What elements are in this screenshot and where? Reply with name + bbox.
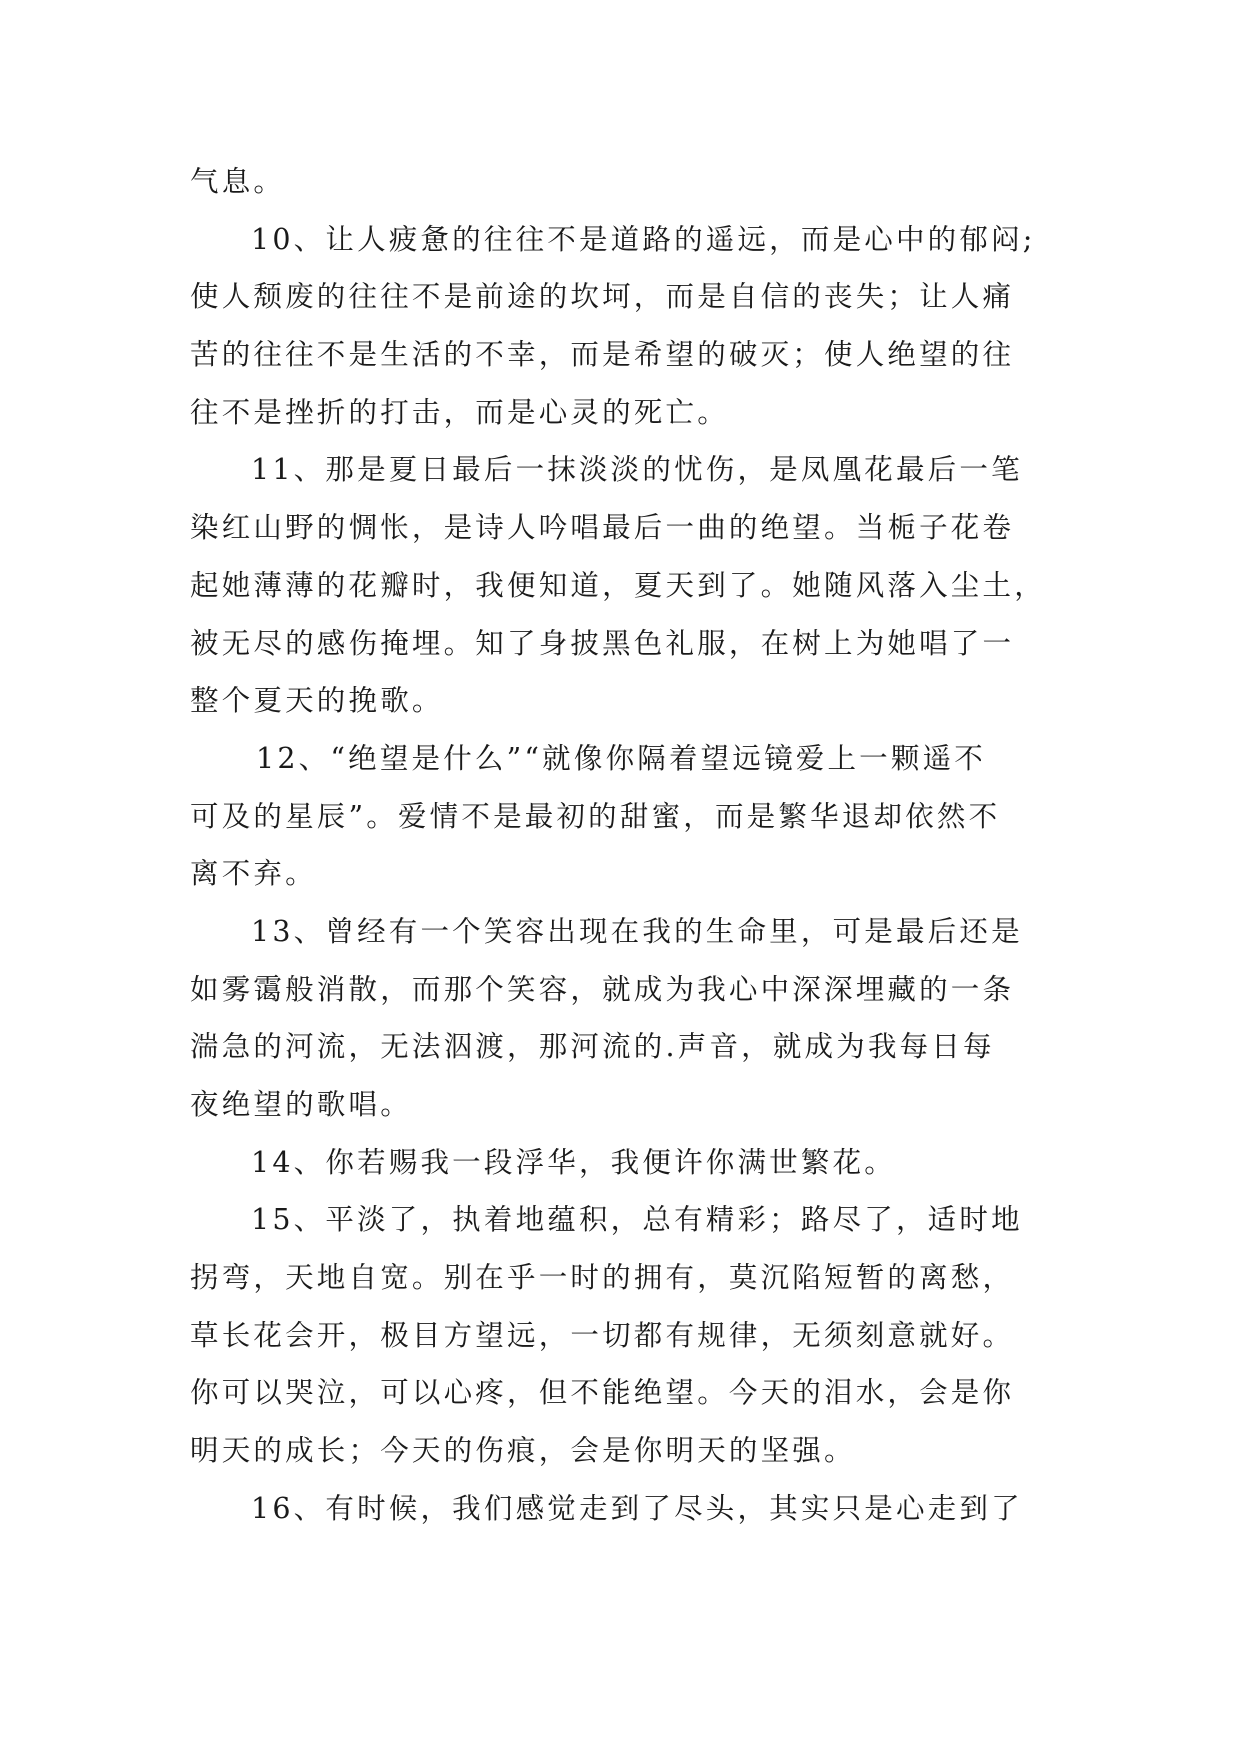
text-line: 如雾霭般消散，而那个笑容，就成为我心中深深埋藏的一条 [190,972,1015,1006]
text-line: 气息。 [190,165,286,198]
text-line: 苦的往往不是生活的不幸，而是希望的破灭；使人绝望的往 [190,338,1015,372]
text-line: 拐弯，天地自宽。别在乎一时的拥有，莫沉陷短暂的离愁， [190,1261,1015,1295]
text-line: 使人颓废的往往不是前途的坎坷，而是自信的丧失；让人痛 [190,280,1015,314]
text-line: 离不弃。 [190,857,317,891]
text-line: 11、那是夏日最后一抹淡淡的忧伤，是凤凰花最后一笔 [251,453,1023,487]
text-line: 14、你若赐我一段浮华，我便许你满世繁花。 [251,1145,896,1179]
text-line: 被无尽的感伤掩埋。知了身披黑色礼服，在树上为她唱了一 [190,626,1015,660]
text-line: 草长花会开，极目方望远，一切都有规律，无须刻意就好。 [190,1318,1015,1352]
text-line: 往不是挫折的打击，而是心灵的死亡。 [190,395,729,429]
text-line: 可及的星辰”。爱情不是最初的甜蜜，而是繁华退却依然不 [190,799,1001,833]
text-line: 夜绝望的歌唱。 [190,1088,412,1121]
text-line: 10、让人疲惫的往往不是道路的遥远，而是心中的郁闷; [251,222,1036,256]
text-line: 12、“绝望是什么”“就像你隔着望远镜爱上一颗遥不 [256,741,986,775]
text-line: 起她薄薄的花瓣时，我便知道，夏天到了。她随风落入尘土， [190,568,1046,602]
document-body [190,153,1070,1538]
text-line: 16、有时候，我们感觉走到了尽头，其实只是心走到了 [251,1491,1023,1525]
text-line: 你可以哭泣，可以心疼，但不能绝望。今天的泪水，会是你 [190,1376,1015,1410]
text-line: 13、曾经有一个笑容出现在我的生命里，可是最后还是 [251,914,1023,948]
text-line: 染红山野的惆怅，是诗人吟唱最后一曲的绝望。当栀子花卷 [190,511,1015,545]
text-line: 明天的成长；今天的伤痕，会是你明天的坚强。 [190,1434,856,1468]
text-line: 15、平淡了，执着地蕴积，总有精彩；路尽了，适时地 [251,1203,1023,1237]
text-line: 湍急的河流，无法泅渡，那河流的.声音，就成为我每日每 [190,1030,995,1064]
text-line: 整个夏天的挽歌。 [190,684,444,718]
